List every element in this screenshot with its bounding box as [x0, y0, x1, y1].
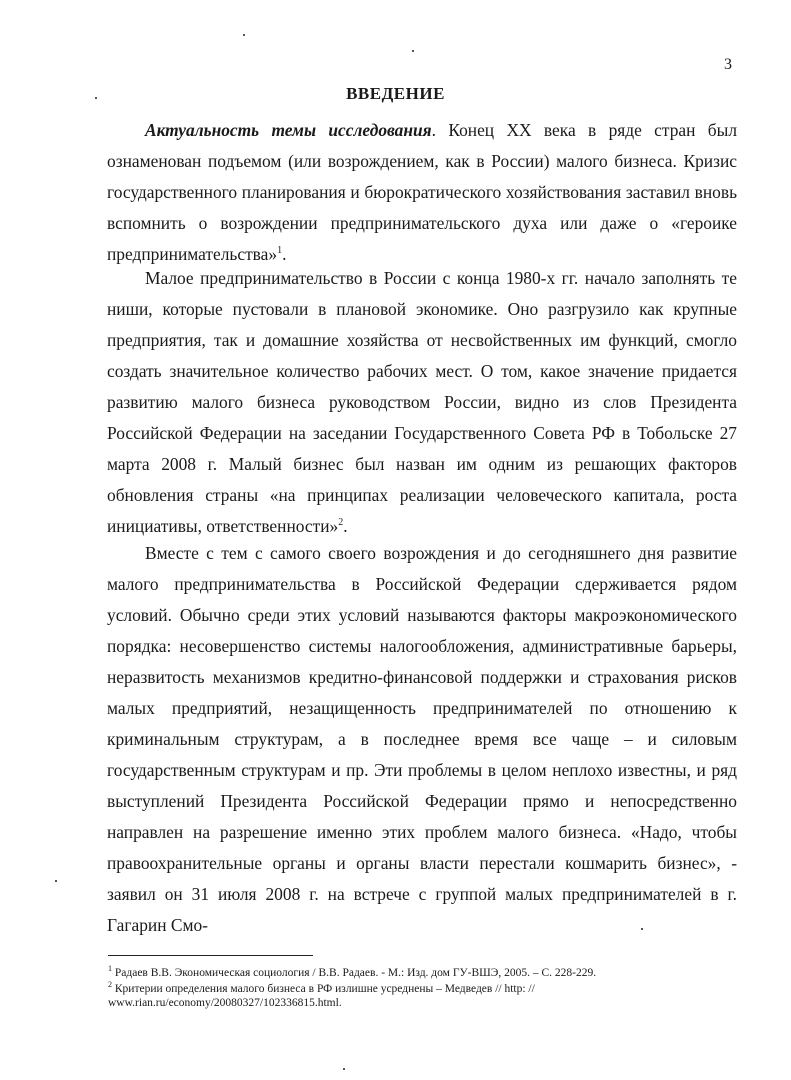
paragraph-1-text: . Конец XX века в ряде стран был ознаменован подъемом (или возрождением, как в России) малого бизнеса. Кризис государственного планирования и бюрократического хозяйствования заставил вновь вспомнить о возрождении предпринимательского духа или даже о «героике предпринимательства»	[107, 120, 737, 264]
footnote-ref-2: 2	[338, 517, 344, 529]
paragraph-2	[107, 263, 737, 542]
scan-speck	[641, 928, 643, 930]
scan-speck	[95, 97, 97, 99]
footnote-ref-1: 1	[277, 245, 283, 257]
paragraph-2-end: .	[343, 516, 348, 536]
paragraph-1	[107, 115, 737, 270]
footnote-1	[108, 966, 738, 980]
page-number: 3	[724, 56, 732, 73]
footnote-2-mark: 2	[108, 980, 112, 990]
scan-speck	[412, 50, 414, 52]
footnote-1-mark: 1	[108, 964, 112, 974]
paragraph-2-text: Малое предпринимательство в России с конца 1980-х гг. начало заполнять те ниши, которые пустовали в плановой экономике. Оно разгрузило как крупные предприятия, так и домашние хозяйства от несвойственных им функций, смогло создать значительное количество рабочих мест. О том, какое значение придается развитию малого бизнеса руководством России, видно из слов Президента Российской Федерации на заседании Государственного Совета РФ в Тобольске 27 марта 2008 г. Малый бизнес был назван им одним из решающих факторов обновления страны «на принципах реализации человеческого капитала, роста инициативы, ответственности»	[107, 268, 737, 536]
footnote-divider	[108, 955, 313, 956]
footnote-2-text: Критерии определения малого бизнеса в РФ излишне усреднены – Медведев // http: // www.rian.ru/economy/20080327/102336815.html.	[108, 983, 535, 1009]
paragraph-3	[107, 538, 737, 941]
paragraph-1-lead: Актуальность темы исследования	[145, 120, 432, 140]
footnote-2	[108, 982, 738, 1010]
page-title: ВВЕДЕНИЕ	[346, 84, 445, 103]
paragraph-1-end: .	[282, 244, 287, 264]
scan-speck	[55, 880, 57, 882]
scan-speck	[243, 34, 245, 36]
paragraph-3-text: Вместе с тем с самого своего возрождения и до сегодняшнего дня развитие малого предпринимательства в Российской Федерации сдерживается рядом условий. Обычно среди этих условий называются факторы макроэкономического порядка: несовершенство системы налогообложения, административные барьеры, неразвитость механизмов кредитно-финансовой поддержки и страхования рисков малых предприятий, незащищенность предпринимателей по отношению к криминальным структурам, а в последнее время все чаще – и силовым государственным структурам и пр. Эти проблемы в целом неплохо известны, и ряд выступлений Президента Российской Федерации прямо и непосредственно направлен на разрешение именно этих проблем малого бизнеса. «Надо, чтобы правоохранительные органы и органы власти перестали кошмарить бизнес», - заявил он 31 июля 2008 г. на встрече с группой малых предпринимателей в г. Гагарин Смо-	[107, 543, 737, 935]
scan-speck	[343, 1068, 345, 1070]
footnote-1-text: Радаев В.В. Экономическая социология / В.В. Радаев. - М.: Изд. дом ГУ-ВШЭ, 2005. – С. 228-229.	[114, 967, 597, 979]
